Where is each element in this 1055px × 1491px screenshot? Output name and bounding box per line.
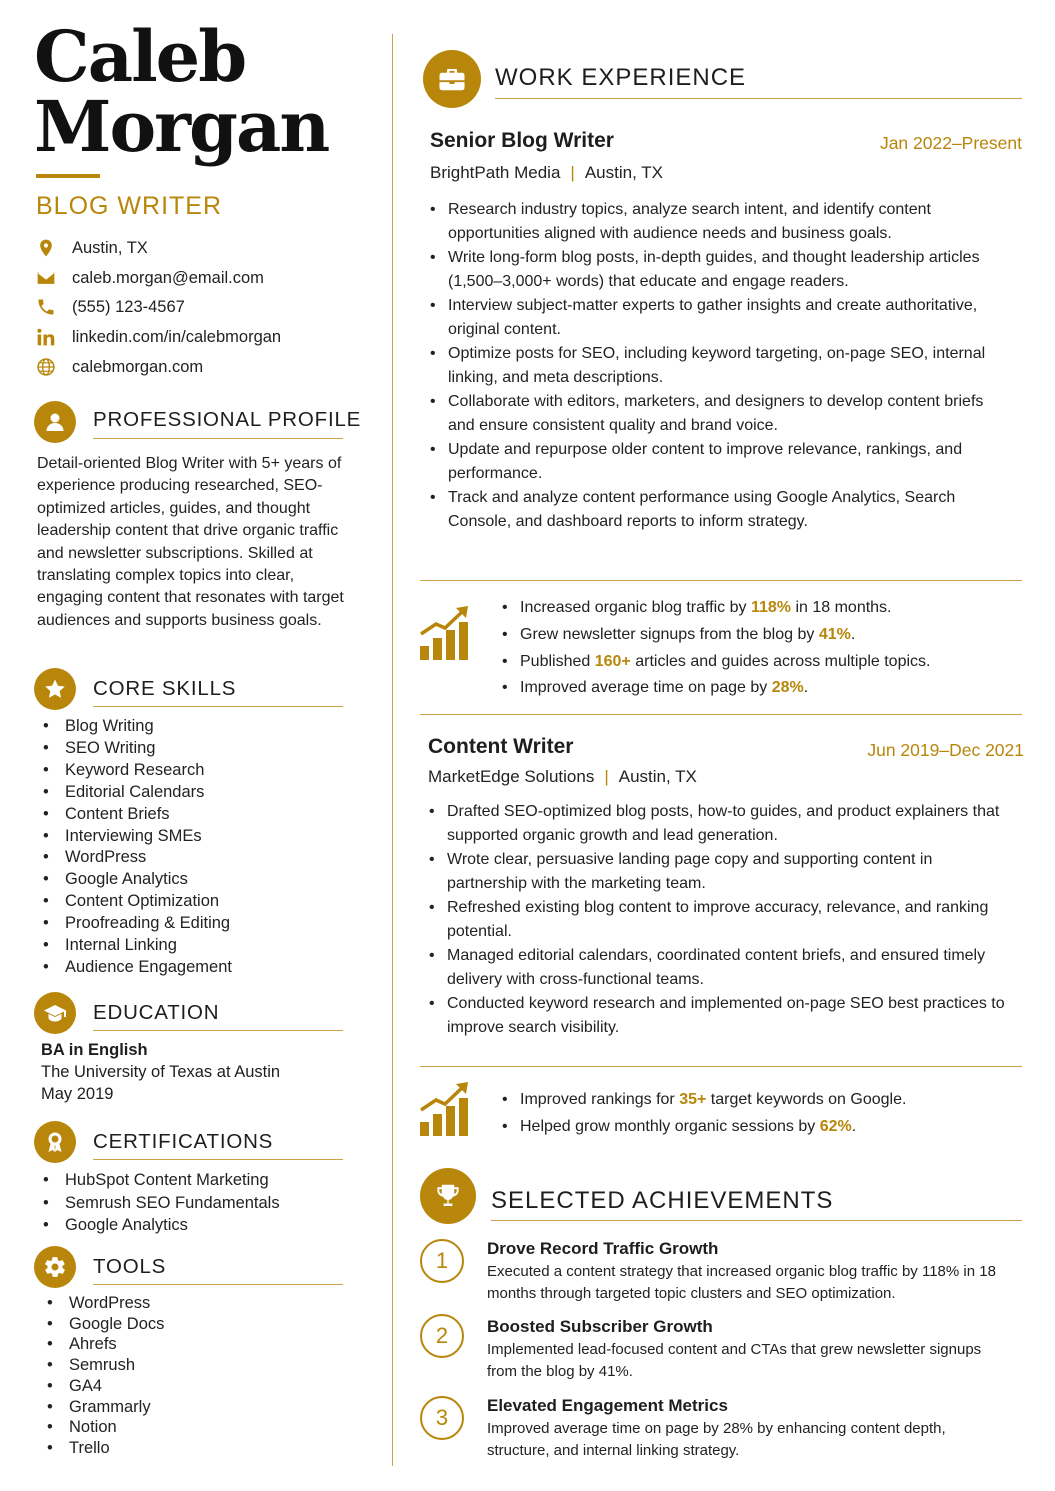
job-1-responsibilities xyxy=(428,198,998,534)
company-separator: | xyxy=(604,767,609,786)
job-company-line-2 xyxy=(428,767,697,787)
first-name: Caleb xyxy=(34,15,246,98)
name-underline xyxy=(36,174,100,178)
education-degree: BA in English xyxy=(41,1041,148,1059)
achievement-text: Improved rankings for xyxy=(520,1091,680,1108)
list-item: • Internal Linking xyxy=(37,935,232,957)
contact-website[interactable] xyxy=(36,357,203,377)
work-experience-heading: WORK EXPERIENCE xyxy=(495,64,747,91)
certifications-rule xyxy=(93,1159,343,1160)
achievement-metric: 41% xyxy=(818,625,851,643)
achievement-item xyxy=(498,622,930,649)
list-item: • Optimize posts for SEO, including keyword targeting, on-page SEO, internal linking, and meta descriptions. xyxy=(428,342,998,390)
contact-linkedin-text[interactable]: linkedin.com/in/calebmorgan xyxy=(72,327,282,346)
achievement-text: articles and guides across multiple topics. xyxy=(630,652,931,670)
list-item: • WordPress xyxy=(41,1293,164,1314)
list-item: • Write long-form blog posts, in-depth guides, and thought leadership articles (1,500–3,000+ words) that educate and engage readers. xyxy=(428,246,998,294)
job-location-1: Austin, TX xyxy=(584,163,663,182)
list-item: • Trello xyxy=(41,1438,164,1459)
linkedin-icon xyxy=(36,327,56,347)
column-divider xyxy=(392,34,393,1466)
certifications-list xyxy=(37,1169,280,1237)
job-dates-1: Jan 2022–Present xyxy=(879,133,1022,153)
briefcase-icon xyxy=(423,50,481,108)
company-separator: | xyxy=(570,163,575,182)
profile-summary: Detail-oriented Blog Writer with 5+ years of experience producing researched, SEO-optimized articles, guides, and thought leadership content that drive organic traffic and newsletter subscriptions. Skilled at translating complex topics into clear, engaging content that resonates with target audiences and supports business goals. xyxy=(37,455,344,629)
list-item: • Google Docs xyxy=(41,1314,164,1335)
list-item: • SEO Writing xyxy=(37,738,232,760)
achievement-text-3: Improved average time on page by 28% by enhancing content depth, structure, and internal linking strategy. xyxy=(487,1420,946,1459)
achievement-text: Improved average time on page by xyxy=(520,679,772,697)
job-1-bottom-rule xyxy=(420,714,1022,715)
trophy-icon xyxy=(420,1168,476,1224)
graduation-cap-icon xyxy=(34,992,76,1034)
education-date: May 2019 xyxy=(41,1085,114,1103)
job-company-2: MarketEdge Solutions xyxy=(428,767,595,786)
list-item: • Research industry topics, analyze search intent, and identify content opportunities aligned with audience needs and business goals. xyxy=(428,198,998,246)
list-item: • WordPress xyxy=(37,847,232,869)
achievement-metric: 62% xyxy=(819,1117,852,1135)
tools-list xyxy=(41,1293,164,1459)
education-rule xyxy=(93,1030,343,1031)
achievement-metric: 28% xyxy=(771,679,804,697)
user-icon xyxy=(34,401,76,443)
job-title-2: Content Writer xyxy=(428,735,574,758)
job-2-achievements xyxy=(498,1087,906,1140)
tools-heading: TOOLS xyxy=(93,1255,167,1278)
gear-icon xyxy=(34,1246,76,1288)
work-experience-rule xyxy=(495,98,1022,99)
growth-chart-icon xyxy=(418,604,472,660)
contact-phone-text[interactable]: (555) 123-4567 xyxy=(72,297,185,316)
job-company-1: BrightPath Media xyxy=(430,163,561,182)
list-item: • Content Briefs xyxy=(37,804,232,826)
skills-rule xyxy=(93,706,343,707)
achievement-item xyxy=(498,675,930,702)
contact-location-text: Austin, TX xyxy=(72,238,148,257)
achievement-title-3: Elevated Engagement Metrics xyxy=(487,1396,728,1415)
list-item: • Conducted keyword research and implemented on-page SEO best practices to improve search visibility. xyxy=(427,992,1007,1040)
list-item: • Proofreading & Editing xyxy=(37,913,232,935)
list-item: • Google Analytics xyxy=(37,1214,280,1237)
award-icon xyxy=(34,1121,76,1163)
contact-email-text[interactable]: caleb.morgan@email.com xyxy=(72,268,264,287)
envelope-icon xyxy=(36,268,56,288)
achievement-text: Helped grow monthly organic sessions by xyxy=(520,1117,820,1135)
list-item: • Wrote clear, persuasive landing page copy and supporting content in partnership with the marketing team. xyxy=(427,848,1007,896)
contact-location xyxy=(36,238,148,258)
skills-heading: CORE SKILLS xyxy=(93,677,237,700)
achievement-item xyxy=(498,649,930,676)
list-item: • Interviewing SMEs xyxy=(37,826,232,848)
list-item: • Audience Engagement xyxy=(37,957,232,979)
job-1-achievements-top-rule xyxy=(420,580,1022,581)
globe-icon xyxy=(36,357,56,377)
list-item: • Ahrefs xyxy=(41,1334,164,1355)
contact-linkedin[interactable] xyxy=(36,327,281,347)
achievement-number-2: 2 xyxy=(420,1314,464,1358)
achievement-number-1: 1 xyxy=(420,1239,464,1283)
star-icon xyxy=(34,668,76,710)
phone-icon xyxy=(36,297,56,317)
list-item: • Content Optimization xyxy=(37,891,232,913)
list-item: • Semrush xyxy=(41,1355,164,1376)
achievement-item xyxy=(498,1114,906,1141)
achievement-title-1: Drove Record Traffic Growth xyxy=(487,1239,719,1258)
job-title: BLOG WRITER xyxy=(36,192,223,220)
list-item: • Notion xyxy=(41,1417,164,1438)
achievement-item xyxy=(498,1087,906,1114)
tools-rule xyxy=(93,1284,343,1285)
achievement-text: . xyxy=(803,679,809,697)
map-pin-icon xyxy=(36,238,56,258)
achievement-metric: 35+ xyxy=(679,1091,707,1108)
list-item: • Semrush SEO Fundamentals xyxy=(37,1192,280,1215)
profile-rule xyxy=(93,438,343,439)
job-title-1: Senior Blog Writer xyxy=(430,129,614,152)
selected-achievements-rule xyxy=(491,1220,1022,1221)
list-item: • Collaborate with editors, marketers, and designers to develop content briefs and ensure consistent quality and brand voice. xyxy=(428,390,998,438)
job-1-achievements xyxy=(498,595,930,702)
achievement-number-3: 3 xyxy=(420,1396,464,1440)
list-item: • Interview subject-matter experts to gather insights and create authoritative, original content. xyxy=(428,294,998,342)
contact-email[interactable] xyxy=(36,268,264,288)
achievement-text: Increased organic blog traffic by xyxy=(520,599,751,616)
list-item: • GA4 xyxy=(41,1376,164,1397)
profile-heading: PROFESSIONAL PROFILE xyxy=(93,408,362,431)
achievement-text: in 18 months. xyxy=(791,599,892,616)
growth-chart-icon xyxy=(418,1080,472,1136)
list-item: • Managed editorial calendars, coordinated content briefs, and ensured timely delivery with cross-functional teams. xyxy=(427,944,1007,992)
list-item: • Editorial Calendars xyxy=(37,782,232,804)
job-2-achievements-top-rule xyxy=(420,1066,1022,1067)
job-location-2: Austin, TX xyxy=(618,767,697,786)
achievement-metric: 160+ xyxy=(594,652,631,670)
list-item: • Grammarly xyxy=(41,1397,164,1418)
last-name: Morgan xyxy=(34,85,329,168)
achievement-text-2: Implemented lead-focused content and CTAs that grew newsletter signups from the blog by 41%. xyxy=(487,1341,982,1380)
list-item: • HubSpot Content Marketing xyxy=(37,1169,280,1192)
achievement-text: . xyxy=(851,1117,857,1135)
skills-list xyxy=(37,716,232,979)
job-company-line-1 xyxy=(430,163,663,183)
education-school: The University of Texas at Austin xyxy=(41,1063,281,1081)
list-item: • Drafted SEO-optimized blog posts, how-to guides, and product explainers that supported organic growth and lead generation. xyxy=(427,800,1007,848)
achievement-text: . xyxy=(850,625,856,643)
certifications-heading: CERTIFICATIONS xyxy=(93,1130,274,1153)
achievement-text-1: Executed a content strategy that increased organic blog traffic by 118% in 18 months through targeted topic clusters and SEO optimization. xyxy=(487,1263,996,1302)
list-item: • Google Analytics xyxy=(37,869,232,891)
list-item: • Update and repurpose older content to improve relevance, rankings, and performance. xyxy=(428,438,998,486)
contact-phone[interactable] xyxy=(36,297,185,317)
candidate-name xyxy=(34,15,329,168)
achievement-text: Published xyxy=(520,652,595,670)
selected-achievements-heading: SELECTED ACHIEVEMENTS xyxy=(491,1187,834,1214)
list-item: • Keyword Research xyxy=(37,760,232,782)
contact-website-text[interactable]: calebmorgan.com xyxy=(72,357,204,376)
achievement-metric: 118% xyxy=(750,599,791,616)
job-2-responsibilities xyxy=(427,800,1007,1040)
education-heading: EDUCATION xyxy=(93,1001,220,1024)
achievement-title-2: Boosted Subscriber Growth xyxy=(487,1317,713,1336)
achievement-text: target keywords on Google. xyxy=(706,1091,907,1108)
list-item: • Refreshed existing blog content to improve accuracy, relevance, and ranking potential. xyxy=(427,896,1007,944)
list-item: • Blog Writing xyxy=(37,716,232,738)
achievement-item xyxy=(498,595,930,622)
job-dates-2: Jun 2019–Dec 2021 xyxy=(867,740,1024,760)
list-item: • Track and analyze content performance using Google Analytics, Search Console, and dashboard reports to inform strategy. xyxy=(428,486,998,534)
achievement-text: Grew newsletter signups from the blog by xyxy=(520,625,819,643)
